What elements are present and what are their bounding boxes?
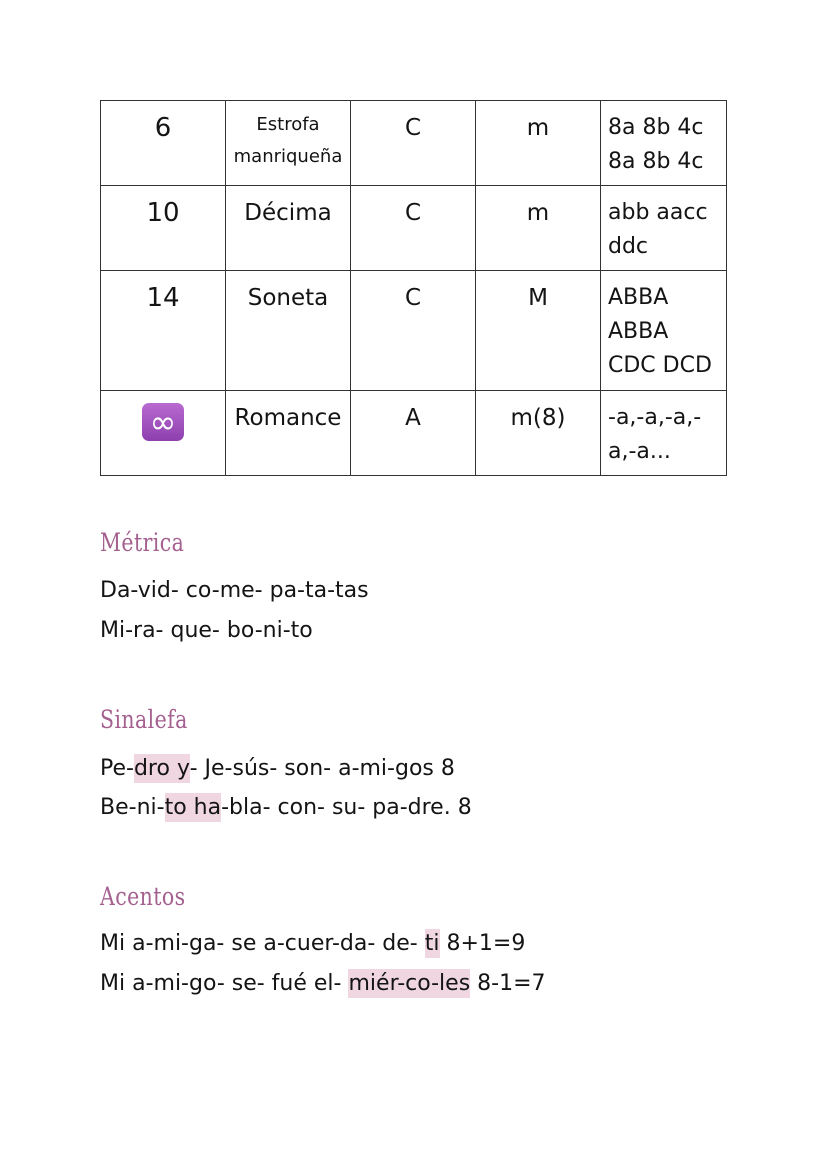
rhyme-type: C	[351, 101, 476, 186]
table-row	[101, 186, 727, 271]
rhyme-type: C	[351, 271, 476, 391]
rhyme-scheme: -a,-a,-a,- a,-a...	[601, 391, 727, 476]
table-row	[101, 271, 727, 391]
infinity-icon: ∞	[142, 403, 184, 441]
rhyme-scheme: abb aacc ddc	[601, 186, 727, 271]
stanza-name: Décima	[226, 186, 351, 271]
example-line: Mi a-mi-ga- se a-cuer-da- de- ti 8+1=9	[100, 931, 526, 956]
table-row	[101, 101, 727, 186]
stanza-name: Romance	[226, 391, 351, 476]
table-row	[101, 391, 727, 476]
verse-count: 10	[101, 186, 226, 271]
verse-size: M	[476, 271, 601, 391]
stanza-table	[100, 100, 727, 476]
syllable-highlight: dro y	[133, 756, 190, 781]
section-title-sinalefa: Sinalefa	[100, 705, 188, 734]
stanza-name: Soneta	[226, 271, 351, 391]
verse-count	[101, 391, 226, 476]
example-line: Da-vid- co-me- pa-ta-tas	[100, 578, 369, 603]
example-line: Be-ni-to ha-bla- con- su- pa-dre. 8	[100, 795, 472, 820]
rhyme-type: C	[351, 186, 476, 271]
example-line: Pe-dro y- Je-sús- son- a-mi-gos 8	[100, 756, 455, 781]
rhyme-scheme: 8a 8b 4c 8a 8b 4c	[601, 101, 727, 186]
rhyme-scheme: ABBA ABBA CDC DCD	[601, 271, 727, 391]
verse-size: m	[476, 186, 601, 271]
stanza-name: Estrofa manriqueña	[226, 101, 351, 186]
example-line: Mi-ra- que- bo-ni-to	[100, 618, 313, 643]
verse-size: m(8)	[476, 391, 601, 476]
syllable-highlight: to ha	[164, 795, 222, 820]
section-title-acentos: Acentos	[100, 882, 186, 911]
section-title-metrica: Métrica	[100, 528, 185, 557]
verse-count: 14	[101, 271, 226, 391]
rhyme-type: A	[351, 391, 476, 476]
verse-size: m	[476, 101, 601, 186]
verse-count: 6	[101, 101, 226, 186]
syllable-highlight: miér-co-les	[348, 971, 471, 996]
example-line: Mi a-mi-go- se- fué el- miér-co-les 8-1=7	[100, 971, 546, 996]
syllable-highlight: ti	[424, 931, 440, 956]
